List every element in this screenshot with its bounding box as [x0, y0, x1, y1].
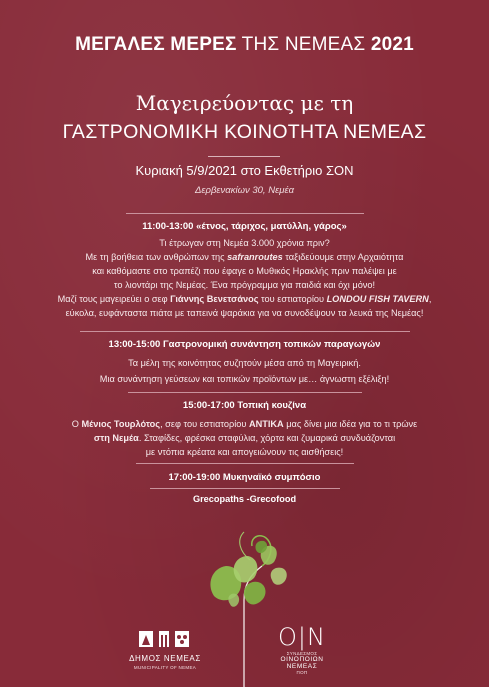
title-mid: ΤΗΣ ΝΕΜΕΑΣ	[236, 34, 371, 55]
municipality-emblem-icon	[135, 627, 195, 649]
title-year: 2021	[370, 34, 414, 55]
section-heading: 11:00-13:00 «έτνος, τάριχος, ματύλλη, γάρος»	[142, 221, 347, 232]
winemakers-association-logo	[272, 623, 332, 675]
section-line: Τι έτρωγαν στη Νεμέα 3.000 χρόνια πριν?	[159, 238, 330, 248]
section-heading: 13:00-15:00 Γαστρονομική συνάντηση τοπικών παραγωγών	[108, 339, 381, 350]
section-line: Τα μέλη της κοινότητας συζητούν μέσα από τη Μαγειρική.	[128, 358, 361, 368]
association-line-1: ΣΥΝΔΕΣΜΟΣ	[286, 651, 318, 656]
section-line: Με τη βοήθεια των ανθρώπων της safranroutes ταξιδεύουμε στην Αρχαιότητα	[85, 252, 404, 262]
section-line: Ο Μένιος Τουρλότος, σεφ του εστιατορίου ΑΝΤΙΚΑ μας δίνει μια ιδέα για το τι τρώνε	[71, 419, 418, 429]
event-date: Κυριακή 5/9/2021 στο Εκθετήριο ΣΟΝ	[135, 163, 354, 178]
municipality-subtitle: MUNICIPALITY OF NEMEA	[133, 665, 197, 670]
section-line: το λιοντάρι της Νεμέας. Ένα πρόγραμμα για παιδιά και όχι μόνο!	[113, 280, 376, 290]
section-line: Grecopaths -Grecofood	[192, 494, 297, 504]
association-line-2: ΟΙΝΟΠΟΙΩΝ	[280, 656, 324, 663]
section-line: με ντόπια κρέατα και απογειώνουν τις αισθήσεις!	[145, 447, 344, 457]
municipality-name: ΔΗΜΟΣ ΝΕΜΕΑΣ	[129, 654, 201, 663]
subtitle-line-1: Μαγειρεύοντας με τη	[135, 91, 354, 115]
title-bold: ΜΕΓΑΛΕΣ ΜΕΡΕΣ	[75, 34, 237, 55]
association-mark: Ο|Ν	[278, 623, 326, 651]
section-line: εύκολα, ευφάνταστα πιάτα με ταπεινά ψαράκια για να συνοδέψουν τα λευκά της Νεμέας!	[65, 308, 424, 318]
municipality-logo	[125, 627, 205, 670]
event-address: Δερβενακίων 30, Νεμέα	[194, 185, 295, 196]
section-heading: 15:00-17:00 Τοπική κουζίνα	[182, 400, 307, 411]
section-line: στη Νεμέα. Σταφίδες, φρέσκα σταφύλια, χόρτα και ζυμαρικά συνδυάζονται	[93, 433, 396, 443]
section-line: και καθόμαστε στο τραπέζι που έφαγε ο Μυθικός Ηρακλής πριν παλέψει με	[92, 266, 397, 276]
section-line: Μια συνάντηση γεύσεων και τοπικών προϊόντων με… άγνωστη εξέλιξη!	[99, 374, 390, 384]
subtitle-line-2: ΓΑΣΤΡΟΝΟΜΙΚΗ ΚΟΙΝΟΤΗΤΑ ΝΕΜΕΑΣ	[62, 121, 427, 143]
vine-leaves	[210, 541, 286, 607]
section-line: Μαζί τους μαγειρεύει ο σεφ Γιάννης Βενετσάνος του εστιατορίου LONDOU FISH TAVERN,	[57, 294, 432, 304]
association-line-4: ΠΟΠ	[296, 670, 308, 675]
section-heading: 17:00-19:00 Μυκηναϊκό συμπόσιο	[168, 472, 321, 483]
association-line-3: ΝΕΜΕΑΣ	[286, 663, 318, 670]
